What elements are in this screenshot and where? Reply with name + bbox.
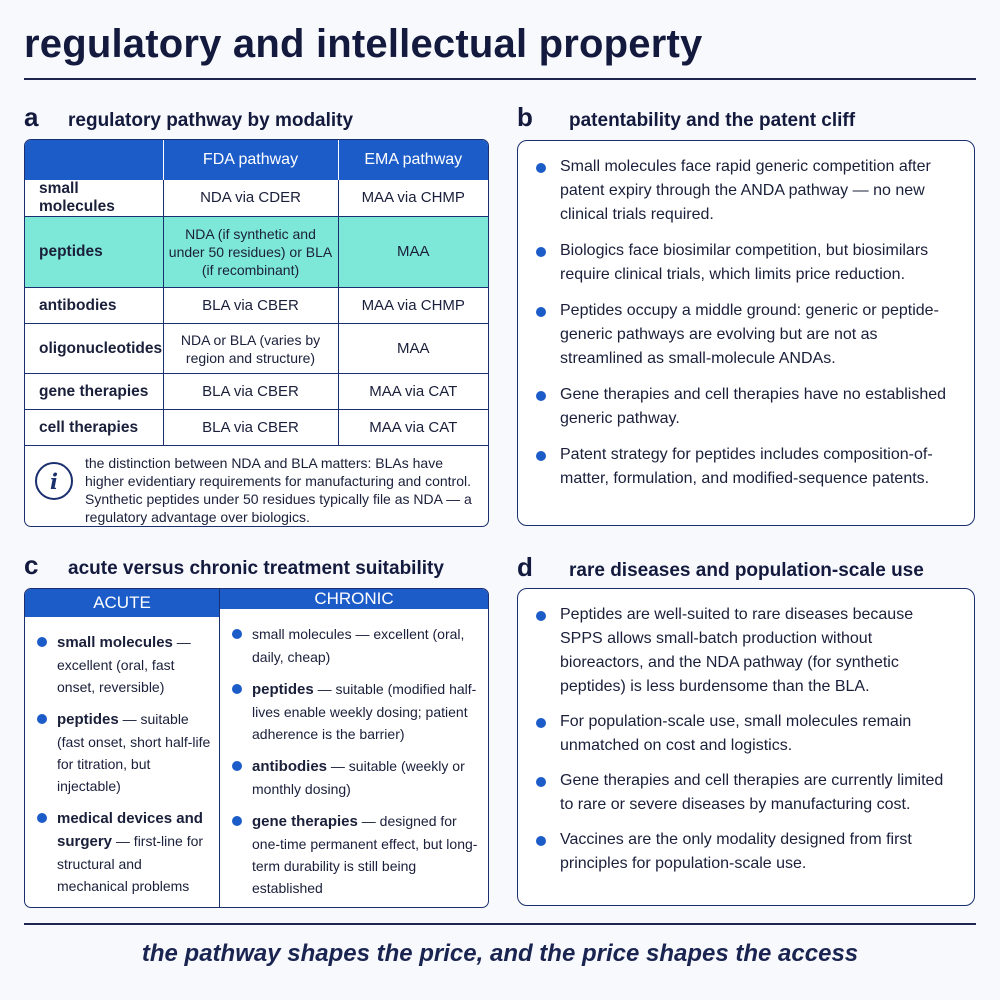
modality-cell: small molecules <box>25 180 163 217</box>
bullet-dot-icon <box>536 247 546 257</box>
chronic-column <box>220 589 488 907</box>
info-note-text: the distinction between NDA and BLA matters: BLAs have higher evidentiary requirements for manufacturing and control. Synthetic peptides under 50 residues typically file as NDA — a regulatory advantage over biologics. <box>85 455 472 525</box>
bullet-dot-icon <box>536 777 546 787</box>
modality-cell: antibodies <box>25 288 163 324</box>
section-a-letter: a <box>24 102 39 132</box>
section-d-letter: d <box>517 552 533 582</box>
bullet-dot-icon <box>536 611 546 621</box>
ema-cell: MAA via CAT <box>338 374 488 410</box>
fda-cell: BLA via CBER <box>163 374 338 410</box>
table-row <box>25 410 488 446</box>
bullet-dot-icon <box>232 684 242 694</box>
fda-cell: NDA (if synthetic and under 50 residues) or BLA (if recombinant) <box>163 217 338 288</box>
bullet-dot-icon <box>232 816 242 826</box>
list-item: Biologics face biosimilar competition, but biosimilars require clinical trials, which limits price reduction. <box>536 239 958 287</box>
header-fda: FDA pathway <box>163 140 338 180</box>
bullet-dot-icon <box>232 761 242 771</box>
ema-cell: MAA <box>338 217 488 288</box>
list-item: small molecules — excellent (oral, fast onset, reversible) <box>37 631 211 698</box>
list-item: Vaccines are the only modality designed from first principles for population-scale use. <box>536 828 958 876</box>
section-b-letter: b <box>517 102 533 132</box>
acute-list <box>25 617 219 907</box>
section-a-header <box>24 102 353 133</box>
header-ema: EMA pathway <box>338 140 488 180</box>
ema-cell: MAA via CAT <box>338 410 488 446</box>
list-item: Small molecules face rapid generic competition after patent expiry through the ANDA pathway — no new clinical trials required. <box>536 155 958 227</box>
bullet-dot-icon <box>536 718 546 728</box>
table-row <box>25 180 488 217</box>
modality-cell: gene therapies <box>25 374 163 410</box>
ema-cell: MAA via CHMP <box>338 180 488 217</box>
list-item: Patent strategy for peptides includes composition-of-matter, formulation, and modified-sequence patents. <box>536 443 958 491</box>
bottom-divider <box>24 923 976 925</box>
treatment-suitability-panel <box>24 588 489 908</box>
bullet-dot-icon <box>536 391 546 401</box>
list-item: medical devices and surgery — first-line for structural and mechanical problems <box>37 807 211 897</box>
top-divider <box>24 78 976 80</box>
list-item: antibodies — suitable (weekly or monthly dosing) <box>232 755 480 800</box>
list-item: Peptides occupy a middle ground: generic or peptide-generic pathways are evolving but are not as streamlined as small-molecule ANDAs. <box>536 299 958 371</box>
regulatory-table <box>25 140 488 446</box>
rare-diseases-panel <box>517 588 975 906</box>
table-header-row <box>25 140 488 180</box>
list-item: small molecules — excellent (oral, daily, cheap) <box>232 623 480 668</box>
bullet-dot-icon <box>536 451 546 461</box>
ema-cell: MAA via CHMP <box>338 288 488 324</box>
modality-cell: peptides <box>25 217 163 288</box>
fda-cell: BLA via CBER <box>163 288 338 324</box>
table-row <box>25 324 488 374</box>
acute-header: ACUTE <box>25 589 219 617</box>
list-item: gene therapies — designed for one-time permanent effect, but long-term durability is still being established <box>232 810 480 899</box>
list-item: peptides — suitable (fast onset, short half-life for titration, but injectable) <box>37 708 211 797</box>
list-item: For population-scale use, small molecules remain unmatched on cost and logistics. <box>536 710 958 758</box>
header-modality <box>25 140 163 180</box>
section-b-header <box>517 102 855 133</box>
info-note <box>25 446 488 526</box>
bullet-dot-icon <box>232 629 242 639</box>
chronic-header: CHRONIC <box>220 589 488 609</box>
modality-cell: oligonucleotides <box>25 324 163 374</box>
list-item: Peptides are well-suited to rare diseases because SPPS allows small-batch production without bioreactors, and the NDA pathway (for synthetic peptides) is less burdensome than the BLA. <box>536 603 958 699</box>
ema-cell: MAA <box>338 324 488 374</box>
rare-disease-bullet-list <box>536 603 958 876</box>
patent-cliff-panel <box>517 140 975 526</box>
patent-bullet-list <box>536 155 958 491</box>
info-icon: i <box>35 462 73 500</box>
section-d-header <box>517 552 924 583</box>
page-title: regulatory and intellectual property <box>24 22 703 66</box>
acute-column <box>25 589 220 907</box>
list-item: Gene therapies and cell therapies are currently limited to rare or severe diseases by manufacturing cost. <box>536 769 958 817</box>
regulatory-pathway-panel <box>24 139 489 527</box>
list-item: peptides — suitable (modified half-lives enable weekly dosing; patient adherence is the barrier) <box>232 678 480 745</box>
section-d-title: rare diseases and population-scale use <box>569 560 924 581</box>
bullet-dot-icon <box>536 307 546 317</box>
table-row <box>25 374 488 410</box>
fda-cell: BLA via CBER <box>163 410 338 446</box>
section-b-title: patentability and the patent cliff <box>569 110 856 131</box>
bullet-dot-icon <box>37 637 47 647</box>
list-item: Gene therapies and cell therapies have no established generic pathway. <box>536 383 958 431</box>
bullet-dot-icon <box>37 714 47 724</box>
section-a-title: regulatory pathway by modality <box>68 110 354 131</box>
section-c-title: acute versus chronic treatment suitability <box>68 558 444 579</box>
section-c-header <box>24 550 444 581</box>
section-c-letter: c <box>24 550 39 580</box>
modality-cell: cell therapies <box>25 410 163 446</box>
fda-cell: NDA via CDER <box>163 180 338 217</box>
table-row-highlighted <box>25 217 488 288</box>
bullet-dot-icon <box>536 163 546 173</box>
bullet-dot-icon <box>536 836 546 846</box>
fda-cell: NDA or BLA (varies by region and structure) <box>163 324 338 374</box>
footer-tagline: the pathway shapes the price, and the price shapes the access <box>141 940 859 967</box>
bullet-dot-icon <box>37 813 47 823</box>
table-row <box>25 288 488 324</box>
chronic-list <box>220 609 488 908</box>
